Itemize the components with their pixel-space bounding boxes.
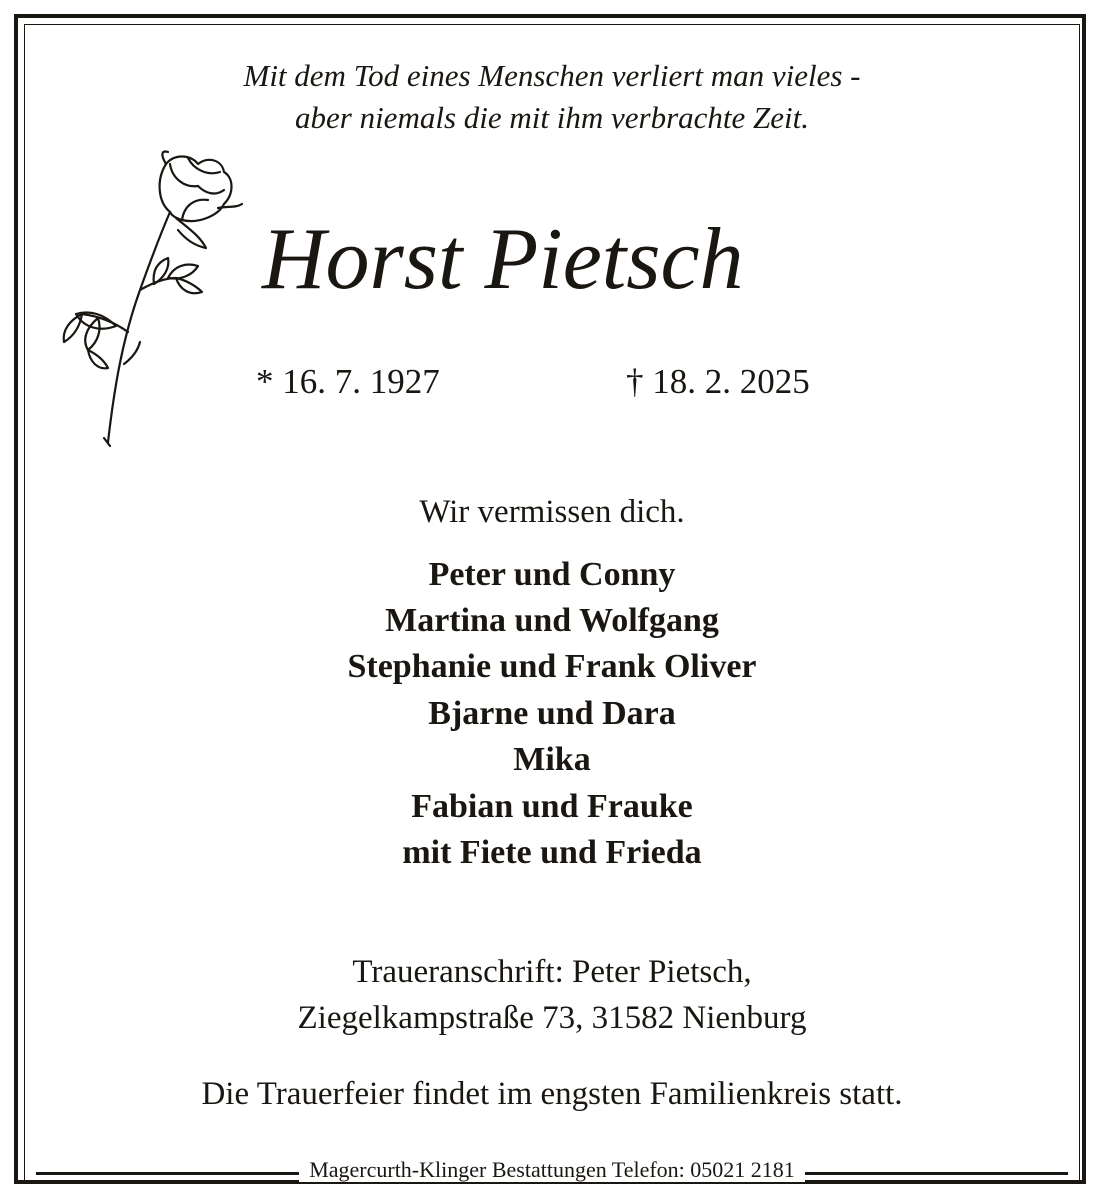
funeral-home-info: Magercurth-Klinger Bestattungen Telefon: 05021 2181 [299,1157,805,1182]
rose-illustration-icon [58,150,248,450]
family-member: Peter und Conny [428,556,676,593]
family-member: Bjarne und Dara [428,695,676,732]
family-member: Martina und Wolfgang [385,602,719,639]
family-member: Mika [513,741,591,778]
footer [0,1154,1104,1186]
address-line-2: Ziegelkampstraße 73, 31582 Nienburg [297,1000,807,1036]
family-member: Fabian und Frauke [411,788,693,825]
address-line-1: Traueranschrift: Peter Pietsch, [352,954,752,990]
mourning-message: Wir vermissen dich. [419,494,685,530]
family-member: Stephanie und Frank Oliver [347,648,757,685]
motto-line-2: aber niemals die mit ihm verbrachte Zeit. [295,100,809,135]
death-date: † 18. 2. 2025 [626,362,810,401]
birth-date: * 16. 7. 1927 [256,362,440,401]
motto-line-1: Mit dem Tod eines Menschen verliert man vieles - [243,58,861,93]
funeral-notice: Die Trauerfeier findet im engsten Familienkreis statt. [201,1076,903,1112]
deceased-name: Horst Pietsch [262,211,744,308]
family-member: mit Fiete und Frieda [402,834,702,871]
